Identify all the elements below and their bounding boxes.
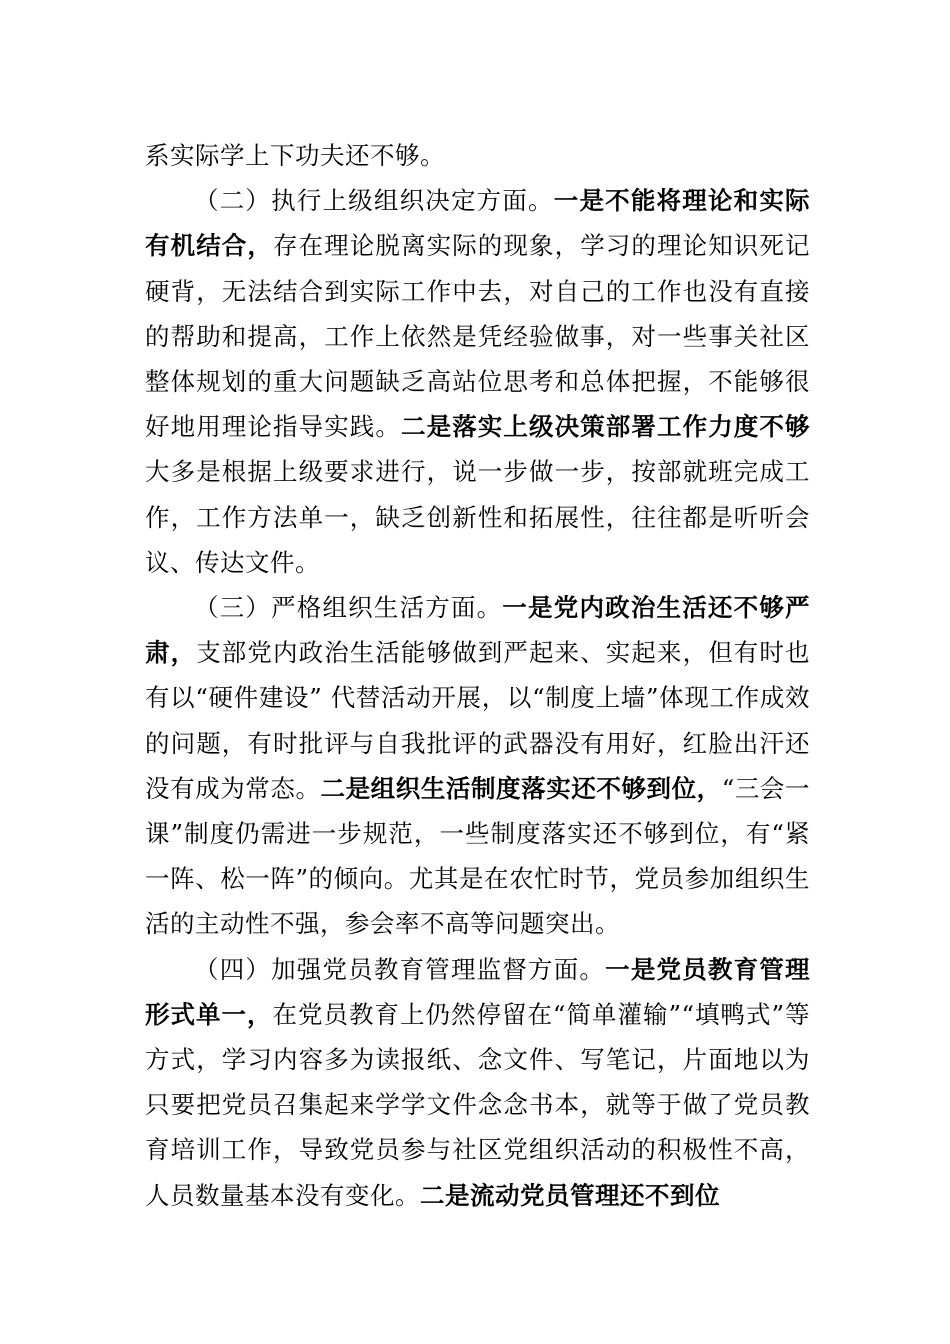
bold-point-2: 二是组织生活制度落实还不够到位，	[320, 773, 722, 803]
paragraph-text: 在党员教育上仍然停留在“简单灌输”“填鸭式”等方式，学习内容多为读报纸、念文件、写笔记，片面地以为只要把党员召集起来学学文件念念书本，就等于做了党员教育培训工作，导致党员参与社区党组织活动的积极性不高，人员数量基本没有变化。	[145, 999, 810, 1210]
paragraph-text: 系实际学上下功夫还不够。	[145, 141, 445, 170]
bold-point-2: 二是落实上级决策部署工作力度不够	[401, 412, 810, 442]
section-heading: （四）加强党员教育管理监督方面。	[194, 954, 606, 984]
section-heading: （二）执行上级组织决定方面。	[194, 186, 554, 216]
bold-point-2: 二是流动党员管理还不到位	[420, 1180, 720, 1210]
paragraph-section-3	[145, 585, 810, 947]
paragraph-section-4	[145, 947, 810, 1218]
document-page	[145, 133, 810, 1218]
paragraph-section-2	[145, 178, 810, 585]
bold-point-1: 一是党内政治生活还不够严肃，	[145, 593, 811, 668]
paragraph-text: 存在理论脱离实际的现象，学习的理论知识死记硬背，无法结合到实际工作中去，对自己的工作也没有直接的帮助和提高，工作上依然是凭经验做事，对一些事关社区整体规划的重大问题缺乏高站位思考和总体把握，不能够很好地用理论指导实践。	[145, 231, 810, 442]
section-heading: （三）严格组织生活方面。	[194, 593, 503, 623]
paragraph-text: 支部党内政治生活能够做到严起来、实起来，但有时也有以“硬件建设” 代替活动开展，以“制度上墙”体现工作成效的问题，有时批评与自我批评的武器没有用好，红脸出汗还没有成为常态。	[145, 638, 811, 803]
bold-point-1: 一是党员教育管理形式单一，	[145, 954, 811, 1029]
paragraph-text: “三会一课”制度仍需进一步规范，一些制度落实还不够到位，有“紧一阵、松一阵”的倾向。尤其是在农忙时节，党员参加组织生活的主动性不强，参会率不高等问题突出。	[145, 773, 811, 939]
paragraph-text: 大多是根据上级要求进行，说一步做一步，按部就班完成工作，工作方法单一，缺乏创新性和拓展性，往往都是听听会议、传达文件。	[145, 457, 810, 577]
bold-point-1: 一是不能将理论和实际有机结合，	[145, 186, 811, 261]
paragraph-continuation	[145, 133, 810, 178]
